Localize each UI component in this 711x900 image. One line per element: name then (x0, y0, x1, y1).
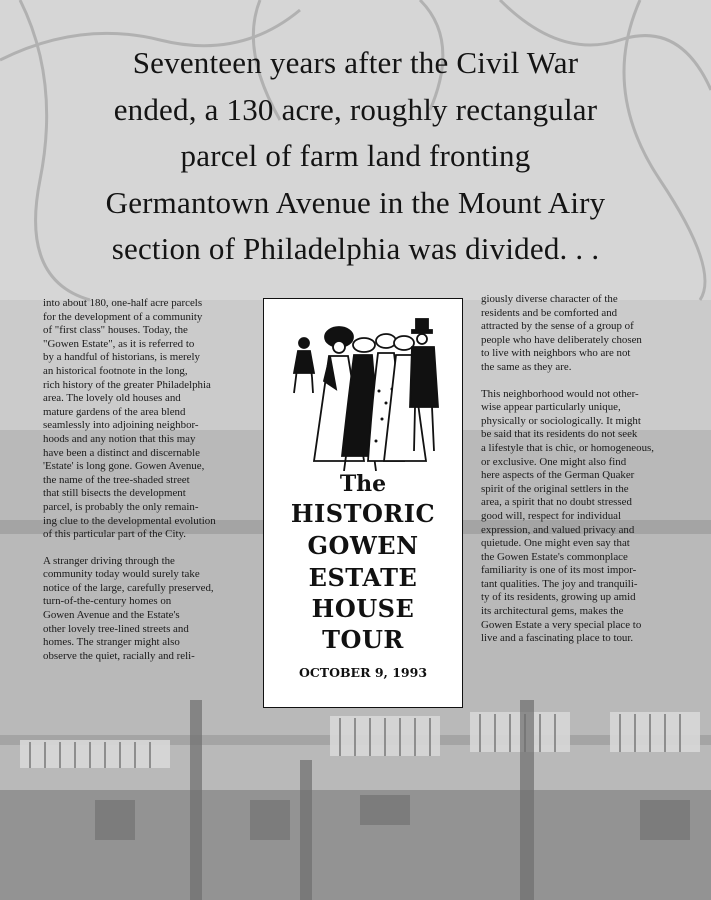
tour-card (263, 298, 463, 708)
left-text-column (43, 297, 265, 663)
victorian-figures-illustration (284, 311, 442, 471)
right-text-column (481, 293, 711, 646)
text-line: wise appear particularly unique, (481, 401, 621, 414)
text-line: 'Estate' is long gone. Gowen Avenue, (43, 460, 205, 473)
text-line: This neighborhood would not other- (481, 387, 639, 400)
text-line: have been a distinct and discernable (43, 446, 200, 459)
text-line: to live with neighbors who are not (481, 347, 631, 360)
paragraph (43, 555, 265, 664)
text-line: the name of the tree-shaded street (43, 473, 190, 486)
card-title-house: HOUSE (311, 594, 415, 623)
text-line: observe the quiet, racially and reli- (43, 649, 195, 662)
text-line: spirit of the original settlers in the (481, 482, 629, 495)
card-title-the: The (339, 471, 387, 497)
text-line: the same as they are. (481, 360, 572, 373)
text-line: parcel, is probably the only remain- (43, 500, 199, 513)
text-line: a lifestyle that is chic, or homogeneous, (481, 441, 654, 454)
text-line: area, a spirit that no doubt stressed (481, 496, 632, 509)
text-line: "Gowen Estate", as it is referred to (43, 337, 195, 350)
text-line: hoods and any notion that this may (43, 432, 196, 445)
headline-line: parcel of farm land fronting (180, 138, 531, 173)
text-line: giously diverse character of the (481, 293, 618, 305)
paragraph (43, 297, 265, 542)
text-line: that still bisects the development (43, 487, 186, 500)
headline-line: ended, a 130 acre, roughly rectangular (113, 91, 598, 127)
card-title-estate: ESTATE (308, 563, 418, 592)
paragraph (481, 293, 711, 375)
text-line: people who have deliberately chosen (481, 333, 642, 346)
headline (20, 40, 691, 273)
text-line: tant qualities. The joy and tranquili- (481, 577, 638, 590)
text-line: quietude. One might even say that (481, 537, 630, 550)
text-line: area. The lovely old houses and (43, 392, 181, 405)
paragraph (481, 388, 711, 646)
text-line: other lovely tree-lined streets and (43, 622, 189, 635)
text-line: of this particular part of the City. (43, 528, 186, 541)
text-line: ty of its residents, growing up amid (481, 591, 636, 604)
text-line: ing clue to the developmental evolution (43, 514, 216, 527)
text-line: into about 180, one-half acre parcels (43, 297, 203, 309)
text-line: community today would surely take (43, 568, 200, 581)
text-line: A stranger driving through the (43, 554, 175, 567)
card-title-gowen: GOWEN (307, 531, 419, 560)
text-line: its architectural gems, makes the (481, 605, 624, 618)
text-line: Gowen Avenue and the Estate's (43, 609, 180, 622)
text-line: good will, respect for individual (481, 509, 622, 522)
text-line: physically or sociologically. It might (481, 414, 641, 427)
text-line: an historical footnote in the long, (43, 364, 188, 377)
card-title-tour: TOUR (322, 625, 404, 654)
text-line: Gowen Estate a very special place to (481, 618, 642, 631)
headline-line: section of Philadelphia was divided. . . (111, 231, 600, 266)
headline-line: Seventeen years after the Civil War (132, 45, 579, 80)
text-line: of "first class" houses. Today, the (43, 324, 188, 337)
card-date: OCTOBER 9, 1993 (298, 665, 428, 680)
text-line: residents and be comforted and (481, 306, 618, 319)
text-line: turn-of-the-century homes on (43, 595, 172, 608)
text-line: homes. The stranger might also (43, 636, 180, 649)
text-line: seamlessly into adjoining neighbor- (43, 419, 199, 432)
text-line: the Gowen Estate's commonplace (481, 550, 628, 563)
text-line: attracted by the sense of a group of (481, 320, 634, 333)
text-line: expression, and valued privacy and (481, 523, 635, 536)
text-line: for the development of a community (43, 310, 203, 323)
text-line: mature gardens of the area blend (43, 405, 186, 418)
card-title-historic: HISTORIC (290, 499, 436, 528)
headline-line: Germantown Avenue in the Mount Airy (105, 184, 606, 220)
text-line: live and a fascinating place to tour. (481, 632, 634, 645)
text-line: familiarity is one of its most impor- (481, 564, 637, 577)
text-line: here aspects of the German Quaker (481, 469, 635, 482)
text-line: be said that its residents do not seek (481, 428, 638, 441)
text-line: rich history of the greater Philadelphia (43, 378, 211, 391)
text-line: notice of the large, carefully preserved, (43, 581, 214, 594)
text-line: or exclusive. One might also find (481, 455, 627, 468)
text-line: by a handful of historians, is merely (43, 351, 200, 364)
